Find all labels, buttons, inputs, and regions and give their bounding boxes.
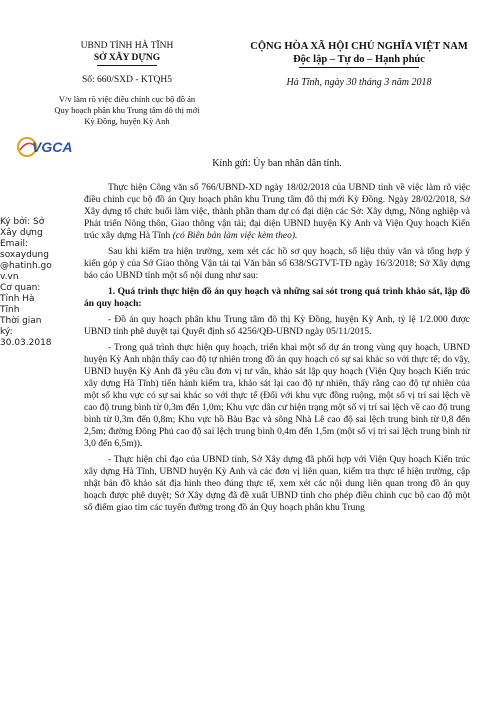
document-body bbox=[84, 158, 470, 518]
sig-line: Thời gian bbox=[0, 316, 42, 326]
paragraph-intro bbox=[84, 182, 470, 242]
national-header bbox=[228, 40, 490, 89]
sig-line: Cơ quan: bbox=[0, 283, 41, 293]
sig-line: soxaydung bbox=[0, 250, 49, 260]
sig-line: Ký bởi: Sở bbox=[0, 217, 45, 227]
paragraph-coordination: - Thực hiện chỉ đạo của UBND tỉnh, Sở Xây dựng đã phối hợp với Viện Quy hoạch Kiến trúc xây dựng Hà Tĩnh, UBND huyện Kỳ Anh và các đơn vị liên quan, kiểm tra thực tế hiện trường, cập nhật bản đồ khảo sát địa hình theo đúng thực tế, xem xét các nội dung liên quan trong đồ án quy hoạch được phê duyệt; Sở Xây dựng đã đề xuất UBND tỉnh cho phép điều chỉnh cục bộ cao độ một số điểm giao tim các tuyến đường trong đồ án Quy hoạch phân khu Trung bbox=[84, 455, 470, 513]
paragraph-intro-text: Thực hiện Công văn số 766/UBND-XD ngày 18/02/2018 của UBND tỉnh về việc làm rõ việc điều chỉnh cục bộ đồ án Quy hoạch phân khu Trung tâm đô thị mới Kỳ Đồng. Ngày 28/02/2018, Sở Xây dựng tổ chức buổi làm việc, thành phần tham dự có đại diện các Sở: Xây dựng, Nông nghiệp và Phát triển Nông thôn, Giao thông vận tải; đại diện UBND huyện Kỳ Anh và Viện Quy hoạch Kiến trúc xây dựng Hà Tĩnh bbox=[84, 183, 470, 241]
sig-line: ký: bbox=[0, 327, 13, 337]
paragraph-summary: Sau khi kiểm tra hiện trường, xem xét các hồ sơ quy hoạch, số liệu thủy văn và tổng hợp ý kiến góp ý của Sở Giao thông Vận tải tại Văn bản số 638/SGTVT-TĐ ngày 16/3/2018; Sở Xây dựng báo cáo UBND tỉnh một số nội dung như sau: bbox=[84, 247, 470, 281]
document-subject: V/v làm rõ việc điều chỉnh cục bộ đồ án Quy hoạch phân khu Trung tâm đô thị mới Kỳ Đồng, huyện Kỳ Anh bbox=[54, 94, 200, 126]
paragraph-approval: - Đồ án quy hoạch phân khu Trung tâm đô thị Kỳ Đồng, huyện Kỳ Anh, tỷ lệ 1/2.000 được UBND tỉnh phê duyệt tại Quyết định số 4256/QĐ-UBND ngày 05/11/2015. bbox=[84, 315, 470, 337]
sig-line: Tĩnh bbox=[0, 305, 20, 315]
national-motto: Độc lập – Tự do – Hạnh phúc bbox=[293, 54, 425, 65]
section-heading-1: 1. Quá trình thực hiện đồ án quy hoạch và những sai sót trong quá trình khảo sát, lập đồ án quy hoạch: bbox=[84, 287, 470, 309]
issuer-province: UBND TỈNH HÀ TĨNH bbox=[80, 41, 174, 51]
sig-line: 30.03.2018 bbox=[0, 338, 52, 348]
sig-line: @hatinh.go bbox=[0, 261, 52, 271]
vgca-logo-icon bbox=[16, 136, 82, 158]
place-date: Hà Tĩnh, ngày 30 tháng 3 năm 2018 bbox=[286, 77, 432, 88]
document-number: Số: 660/SXD - KTQH5 bbox=[82, 75, 172, 85]
paragraph-intro-note: (có Biên bản làm việc kèm theo). bbox=[172, 231, 298, 241]
sig-line: Email: bbox=[0, 239, 29, 249]
logo-text: VGCA bbox=[32, 139, 73, 155]
vgca-logo bbox=[16, 136, 82, 158]
issuer-department: SỞ XÂY DỰNG bbox=[93, 53, 161, 63]
issuer-underline bbox=[97, 65, 157, 66]
issuer-block bbox=[52, 40, 202, 127]
national-title: CỘNG HÒA XÃ HỘI CHỦ NGHĨA VIỆT NAM bbox=[250, 41, 468, 52]
sig-line: Xây dựng bbox=[0, 228, 43, 238]
digital-signature-stamp bbox=[0, 217, 60, 349]
paragraph-survey-errors: - Trong quá trình thực hiện quy hoạch, triển khai một số dự án trong vùng quy hoạch, UBND huyện Kỳ Anh nhận thấy cao độ tự nhiên trong đồ án quy hoạch có sự sai khác so với thực tế; do vậy, UBND huyện Kỳ Anh đã yêu cầu đơn vị tư vấn, khảo sát lập quy hoạch (Viện Quy hoạch Kiến trúc xây dựng Hà Tĩnh) tiến hành kiểm tra, khảo sát lại cao độ tự nhiên, thấy rằng cao độ tự nhiên của một số khu vực có sự sai khác so với thực tế (Đối với khu vực đồng ruộng, một số vị trí sai lệch về cao độ trung bình từ 0,3m đến 1,0m; Khu vực dân cư hiện trạng một số vị trí sai lệch về cao độ trung bình từ 0,3m đến 0,8m; Khu vực hồ Bàu Bạc và sông Nhà Lê cao độ sai lệch trung bình từ 0,8 đến 2,5m; đường Đông Phú cao độ sai lệch trung bình 0,4m đến 1,5m (một số vị trí sai lệch trung bình từ 3,0 đến 6,5m)). bbox=[84, 343, 470, 449]
motto-underline bbox=[299, 67, 419, 68]
sig-line: Tỉnh Hà bbox=[0, 294, 35, 304]
recipient-line: Kính gửi: Ủy ban nhân dân tỉnh. bbox=[212, 158, 342, 169]
sig-line: v.vn bbox=[0, 272, 19, 282]
